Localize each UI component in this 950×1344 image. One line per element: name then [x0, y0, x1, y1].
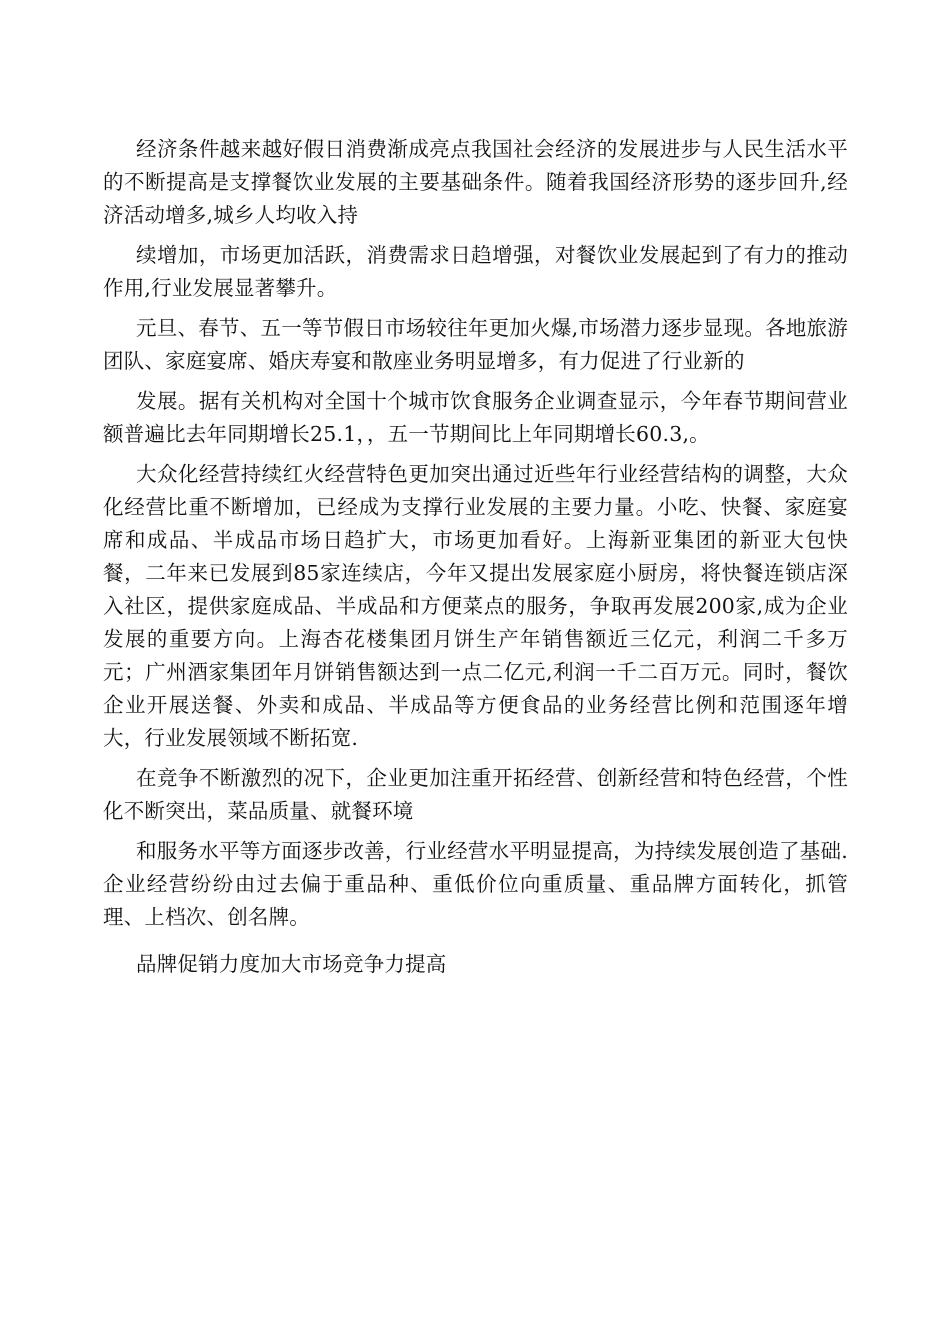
paragraph-service-level: 和服务水平等方面逐步改善，行业经营水平明显提高，为持续发展创造了基础.企业经营纷纷由过去偏于重品种、重低价位向重质量、重品牌方面转化，抓管理、上档次、创名牌。	[103, 839, 848, 929]
paragraph-holiday-consumption: 经济条件越来越好假日消费渐成亮点我国社会经济的发展进步与人民生活水平的不断提高是支撑餐饮业发展的主要基础条件。随着我国经济形势的逐步回升,经济活动增多,城乡人均收入持	[103, 137, 848, 227]
paragraph-festival-market: 元旦、春节、五一等节假日市场较往年更加火爆,市场潜力逐步显现。各地旅游团队、家庭宴席、婚庆寿宴和散座业务明显增多，有力促进了行业新的	[103, 316, 848, 373]
paragraph-competition: 在竞争不断激烈的况下，企业更加注重开拓经营、创新经营和特色经营，个性化不断突出，菜品质量、就餐环境	[103, 766, 848, 823]
document-body	[103, 133, 848, 988]
paragraph-brand-promotion: 品牌促销力度加大市场竞争力提高	[136, 952, 447, 976]
paragraph-mass-market-operation: 大众化经营持续红火经营特色更加突出通过近些年行业经营结构的调整，大众化经营比重不断增加，已经成为支撑行业发展的主要力量。小吃、快餐、家庭宴席和成品、半成品市场日趋扩大，市场更加看好。上海新亚集团的新亚大包快餐，二年来已发展到85家连续店，今年又提出发展家庭小厨房，将快餐连锁店深入社区，提供家庭成品、半成品和方便菜点的服务，争取再发展200家,成为企业发展的重要方向。上海杏花楼集团月饼生产年销售额近三亿元，利润二千多万元；广州酒家集团年月饼销售额达到一点二亿元,利润一千二百万元。同时，餐饮企业开展送餐、外卖和成品、半成品等方便食品的业务经营比例和范围逐年增大，行业发展领域不断拓宽.	[103, 462, 848, 750]
paragraph-survey-growth: 发展。据有关机构对全国十个城市饮食服务企业调查显示，今年春节期间营业额普遍比去年同期增长25.1，，五一节期间比上年同期增长60.3,。	[103, 389, 848, 446]
paragraph-market-activity: 续增加，市场更加活跃，消费需求日趋增强，对餐饮业发展起到了有力的推动作用,行业发展显著攀升。	[103, 243, 848, 300]
